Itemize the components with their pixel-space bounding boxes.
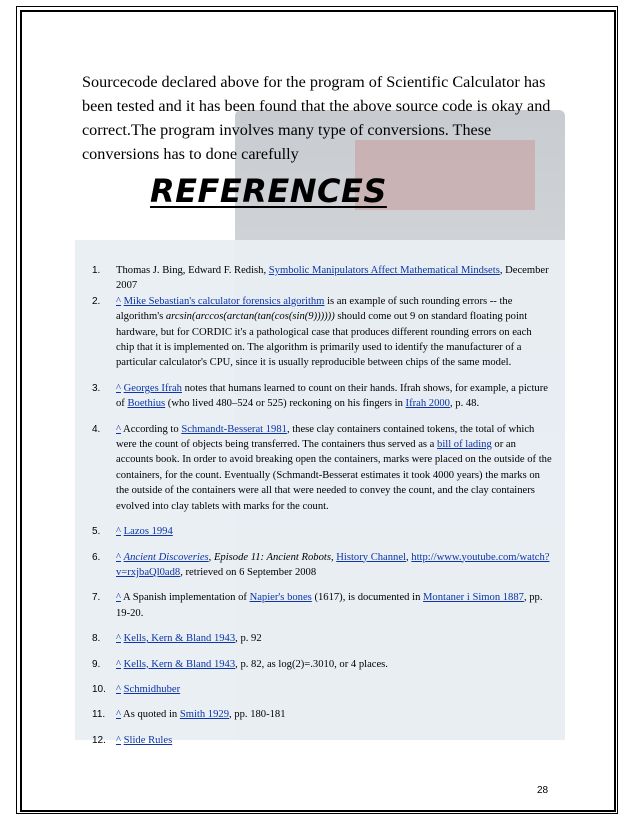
reference-number: 2. [92, 295, 101, 307]
back-reference-link[interactable]: ^ [116, 592, 121, 604]
reference-text: Episode 11: Ancient Robots [213, 551, 331, 563]
reference-item [92, 422, 552, 514]
reference-text: , December 2007 [116, 265, 549, 292]
reference-text: A Spanish implementation of [120, 592, 250, 604]
reference-item [92, 733, 552, 748]
reference-text: , pp. 180-181 [229, 709, 286, 721]
reference-item [92, 550, 552, 581]
reference-text: notes that humans learned to count on their hands. Ifrah shows, for example, a picture of [116, 382, 548, 410]
reference-item [92, 381, 552, 412]
back-reference-link[interactable]: ^ [116, 658, 121, 670]
reference-link[interactable]: Smith 1929 [179, 709, 229, 721]
reference-text: Thomas J. Bing, Edward F. Redish, [116, 265, 269, 276]
reference-text: should come out 9 on standard floating point hardware, but for CORDIC it's a pathological case that produces different rounding errors on each chip that it is implemented on. The algorithm is primarily used to identify the manufacturer of a particular calculator's CPU, since it is usually reproducible between chips of the same model. [116, 311, 532, 369]
reference-link[interactable]: Symbolic Manipulators Affect Mathematical Mindsets [268, 265, 500, 276]
reference-text: arcsin(arccos(arctan(tan(cos(sin(9)))))) [165, 311, 335, 323]
reference-text: , these clay containers contained tokens, the total of which were the count of objects being transferred. The containers thus served as a [116, 423, 535, 451]
reference-link[interactable]: Slide Rules [123, 734, 173, 746]
reference-text: , retrieved on 6 September 2008 [180, 566, 317, 578]
reference-text: , [406, 551, 412, 563]
reference-link[interactable]: Lazos 1994 [123, 526, 173, 538]
reference-item [92, 707, 552, 722]
back-reference-link[interactable]: ^ [116, 526, 121, 538]
reference-item [92, 294, 552, 371]
reference-text: is an example of such rounding errors -- the algorithm's [116, 295, 513, 323]
reference-number: 1. [92, 265, 101, 276]
references-list [92, 263, 552, 748]
reference-link[interactable]: http://www.youtube.com/watch?v=rxjbaQl0ad8 [116, 551, 550, 578]
reference-number: 9. [92, 658, 101, 670]
reference-text: According to [120, 423, 182, 435]
reference-number: 6. [92, 551, 101, 563]
reference-text: or an accounts book. In order to avoid breaking open the containers, marks were placed on the outside of the containers, for the count. Eventually (Schmandt-Besserat estimates it took 4000 years) the marks on the outside of the containers were all that were needed to convey the count, and the clay containers evolved into clay tablets with marks for the count. [116, 439, 552, 512]
reference-link[interactable]: Montaner i Simon 1887 [423, 592, 524, 604]
back-reference-link[interactable]: ^ [116, 423, 121, 435]
reference-link[interactable]: Napier's bones [249, 592, 312, 604]
reference-link[interactable]: History Channel [336, 551, 406, 563]
reference-number: 4. [92, 423, 101, 435]
reference-text: (1617), is documented in [311, 592, 424, 604]
reference-text: As quoted in [120, 709, 180, 721]
reference-item [92, 590, 552, 621]
reference-number: 11. [92, 709, 106, 721]
back-reference-link[interactable]: ^ [116, 551, 121, 563]
reference-link[interactable]: Kells, Kern & Bland 1943 [123, 633, 236, 645]
reference-number: 3. [92, 382, 101, 394]
reference-text: , pp. 19-20. [116, 592, 543, 619]
reference-item [92, 263, 552, 294]
reference-link[interactable]: Boethius [127, 398, 166, 410]
back-reference-link[interactable]: ^ [116, 734, 121, 746]
reference-number: 10. [92, 683, 106, 695]
reference-link[interactable]: bill of lading [437, 439, 492, 451]
reference-link[interactable]: Schmidhuber [123, 683, 181, 695]
back-reference-link[interactable]: ^ [116, 683, 121, 695]
reference-text: , p. 82, as log(2)=.3010, or 4 places. [235, 658, 388, 670]
reference-link[interactable]: Mike Sebastian's calculator forensics algorithm [123, 295, 325, 307]
back-reference-link[interactable]: ^ [116, 633, 121, 645]
reference-text: , [330, 551, 337, 563]
reference-text: , p. 48. [449, 398, 480, 410]
page-number: 28 [537, 785, 549, 796]
reference-link[interactable]: Ancient Discoveries [123, 551, 209, 563]
back-reference-link[interactable]: ^ [116, 382, 121, 394]
reference-number: 12. [92, 734, 106, 746]
reference-number: 5. [92, 526, 101, 538]
reference-item [92, 682, 552, 697]
reference-text: (who lived 480–524 or 525) reckoning on his fingers in [165, 398, 406, 410]
reference-link[interactable]: Ifrah 2000 [405, 398, 450, 410]
back-reference-link[interactable]: ^ [116, 709, 121, 721]
reference-item [92, 657, 552, 672]
reference-text: , [208, 551, 214, 563]
intro-paragraph: Sourcecode declared above for the program of Scientific Calculator has been tested and it has been found that the above source code is okay and correct.The program involves many type of conversions. These conversions has to done carefully [82, 73, 551, 163]
reference-number: 8. [92, 633, 101, 645]
reference-item [92, 631, 552, 646]
back-reference-link[interactable]: ^ [116, 295, 121, 307]
reference-text: , p. 92 [235, 633, 262, 645]
reference-link[interactable]: Kells, Kern & Bland 1943 [123, 658, 236, 670]
reference-link[interactable]: Georges Ifrah [123, 382, 182, 394]
reference-number: 7. [92, 592, 101, 604]
reference-link[interactable]: Schmandt-Besserat 1981 [181, 423, 287, 435]
references-heading: REFERENCES [150, 172, 387, 210]
reference-item [92, 524, 552, 539]
